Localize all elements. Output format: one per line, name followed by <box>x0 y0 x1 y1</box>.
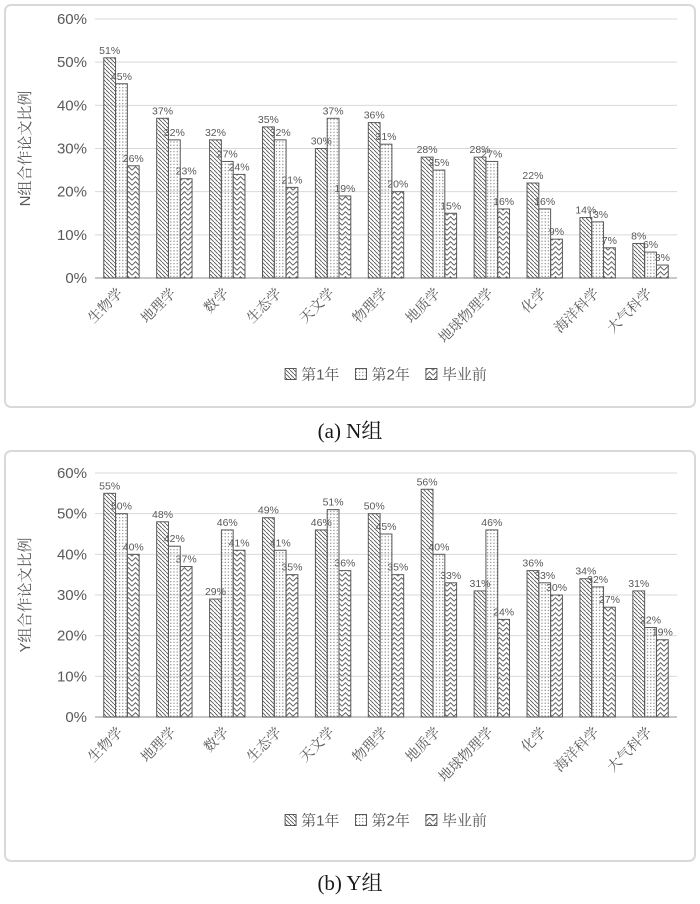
bar-year-2 <box>592 222 604 278</box>
bar-year-1 <box>157 118 169 278</box>
bar-value-label: 33% <box>534 569 556 582</box>
bar-value-label: 15% <box>440 200 462 213</box>
bar-value-label: 25% <box>428 157 450 170</box>
bar-value-label: 34% <box>575 565 597 578</box>
category-label: 地球物理学 <box>435 284 496 346</box>
y-tick-label: 40% <box>56 97 87 115</box>
bar-value-label: 35% <box>387 561 409 574</box>
y-tick-label: 10% <box>56 668 87 686</box>
bar-value-label: 51% <box>99 44 121 57</box>
bar-value-label: 16% <box>493 195 515 208</box>
bar-pre-graduation <box>551 239 563 278</box>
bar-pre-graduation <box>656 265 668 278</box>
bar-year-1 <box>210 599 222 717</box>
figure-page <box>0 4 700 900</box>
legend-label-pre-graduation: 毕业前 <box>441 812 487 830</box>
y-axis-title: N组合作论文比例 <box>17 90 34 207</box>
bar-year-1 <box>368 123 380 278</box>
bar-value-label: 19% <box>334 182 356 195</box>
bar-year-1 <box>157 522 169 717</box>
legend-label-year-1: 第1年 <box>301 812 340 830</box>
bar-year-1 <box>474 591 486 717</box>
y-tick-label: 60% <box>56 465 87 482</box>
bar-value-label: 28% <box>416 144 438 157</box>
bar-value-label: 22% <box>522 170 544 183</box>
bar-pre-graduation <box>180 567 192 717</box>
category-label: 物理学 <box>349 723 391 765</box>
bar-year-1 <box>580 218 592 278</box>
bar-value-label: 31% <box>628 577 650 590</box>
chart-card-y-group <box>4 450 696 862</box>
bar-value-label: 29% <box>204 586 226 599</box>
bar-year-1 <box>315 149 327 279</box>
bar-pre-graduation <box>180 179 192 278</box>
bar-value-label: 6% <box>642 239 659 252</box>
bar-value-label: 37% <box>152 105 174 118</box>
y-tick-label: 40% <box>56 546 87 564</box>
bar-value-label: 56% <box>416 476 438 489</box>
bar-year-2 <box>221 161 233 278</box>
bar-pre-graduation <box>233 174 245 278</box>
bar-pre-graduation <box>339 196 351 278</box>
bar-value-label: 48% <box>152 508 174 521</box>
category-label: 海洋科学 <box>550 284 602 336</box>
bar-year-2 <box>168 546 180 717</box>
category-label: 地质学 <box>402 723 444 765</box>
bar-value-label: 23% <box>175 165 197 178</box>
y-tick-label: 30% <box>56 140 87 158</box>
y-tick-label: 10% <box>56 226 87 244</box>
bar-value-label: 31% <box>469 577 491 590</box>
bar-year-2 <box>592 587 604 717</box>
bar-year-2 <box>168 140 180 278</box>
bar-value-label: 46% <box>216 516 238 529</box>
y-tick-label: 0% <box>65 709 87 726</box>
y-axis-title: Y组合作论文比例 <box>17 537 34 653</box>
y-tick-label: 50% <box>56 505 87 523</box>
category-label: 地理学 <box>137 284 179 326</box>
bar-value-label: 30% <box>546 582 568 594</box>
bar-value-label: 46% <box>481 516 503 529</box>
bar-pre-graduation <box>604 607 616 717</box>
category-label: 地理学 <box>137 723 179 765</box>
bar-value-label: 37% <box>175 553 197 566</box>
bar-pre-graduation <box>498 209 510 278</box>
category-label: 天文学 <box>296 723 338 765</box>
category-label: 地球物理学 <box>435 723 496 785</box>
bar-value-label: 41% <box>269 537 291 550</box>
bar-chart-y-group <box>6 452 694 860</box>
bar-value-label: 33% <box>440 569 462 582</box>
bar-value-label: 46% <box>310 516 332 529</box>
bar-pre-graduation <box>127 166 139 278</box>
category-label: 生物学 <box>84 723 126 765</box>
y-tick-label: 60% <box>56 11 87 28</box>
bar-value-label: 21% <box>281 174 303 187</box>
bar-value-label: 50% <box>363 500 385 513</box>
bar-year-1 <box>580 579 592 717</box>
chart-y-group <box>6 452 694 865</box>
bar-value-label: 7% <box>601 234 618 247</box>
category-label: 化学 <box>517 284 549 316</box>
bar-value-label: 14% <box>575 204 597 217</box>
category-label: 生态学 <box>243 723 285 765</box>
bar-year-2 <box>116 84 128 278</box>
bar-pre-graduation <box>233 550 245 717</box>
category-label: 数学 <box>200 284 232 316</box>
bar-value-label: 40% <box>428 541 450 554</box>
bar-year-1 <box>104 493 116 717</box>
y-tick-label: 20% <box>56 627 87 645</box>
bar-value-label: 32% <box>204 126 226 139</box>
legend-swatch-pre-graduation <box>426 815 437 826</box>
category-labels <box>85 285 655 346</box>
bar-value-label: 32% <box>269 126 291 139</box>
y-tick-label: 30% <box>56 587 87 604</box>
bar-value-label: 28% <box>469 144 491 157</box>
bar-value-label: 51% <box>322 496 344 509</box>
bar-year-1 <box>633 591 645 717</box>
bar-pre-graduation <box>656 640 668 717</box>
bar-year-2 <box>327 510 339 717</box>
bar-pre-graduation <box>445 213 457 278</box>
bar-value-label: 9% <box>548 226 565 239</box>
bar-value-label: 24% <box>493 606 515 619</box>
bar-year-2 <box>274 550 286 717</box>
bar-pre-graduation <box>127 554 139 717</box>
category-label: 地质学 <box>402 284 444 326</box>
bar-value-label: 13% <box>587 208 609 221</box>
category-label: 数学 <box>200 723 232 755</box>
bar-value-label: 27% <box>481 148 503 161</box>
bar-value-label: 37% <box>322 105 344 118</box>
bar-pre-graduation <box>392 575 404 717</box>
legend-label-year-2: 第2年 <box>371 812 410 830</box>
bar-year-2 <box>380 144 392 278</box>
bar-value-label: 19% <box>651 626 673 639</box>
category-label: 生物学 <box>84 284 126 326</box>
bar-pre-graduation <box>604 248 616 278</box>
y-tick-label: 20% <box>56 183 87 201</box>
bar-value-label: 3% <box>654 252 670 265</box>
y-tick-label: 50% <box>56 54 87 72</box>
y-axis-tick-labels <box>57 11 87 287</box>
bar-year-2 <box>539 583 551 717</box>
bar-year-1 <box>315 530 327 717</box>
bar-value-label: 42% <box>163 533 185 546</box>
bar-year-2 <box>486 530 498 717</box>
bar-value-label: 24% <box>228 161 250 174</box>
bar-pre-graduation <box>286 187 298 278</box>
bar-value-label: 36% <box>334 557 356 570</box>
y-tick-label: 0% <box>65 270 87 287</box>
bar-year-1 <box>368 514 380 717</box>
bar-value-label: 32% <box>587 573 609 586</box>
bar-value-label: 16% <box>534 195 556 208</box>
bar-year-2 <box>221 530 233 717</box>
bar-year-1 <box>421 157 433 278</box>
bar-value-label: 36% <box>363 109 385 122</box>
bar-year-1 <box>262 127 274 278</box>
bar-value-label: 22% <box>640 614 662 627</box>
bar-value-label: 27% <box>216 148 238 161</box>
bar-year-2 <box>486 161 498 278</box>
bar-value-label: 26% <box>122 152 144 165</box>
bar-value-label: 30% <box>310 135 332 148</box>
category-label: 大气科学 <box>603 723 655 775</box>
legend-swatch-pre-graduation <box>426 369 437 380</box>
bar-value-label: 50% <box>110 500 132 513</box>
legend <box>285 366 487 384</box>
legend <box>285 812 487 830</box>
category-labels <box>85 724 655 785</box>
legend-label-year-1: 第1年 <box>301 366 340 384</box>
category-label: 生态学 <box>243 284 285 326</box>
bar-year-1 <box>421 489 433 717</box>
bar-value-label: 36% <box>522 557 544 570</box>
chart-n-group <box>6 6 694 411</box>
category-label: 海洋科学 <box>550 723 602 775</box>
y-axis-tick-labels <box>57 465 87 726</box>
legend-swatch-year-2 <box>356 815 367 826</box>
legend-label-year-2: 第2年 <box>371 366 410 384</box>
bar-value-label: 31% <box>375 131 397 144</box>
bar-pre-graduation <box>551 595 563 717</box>
bar-year-1 <box>474 157 486 278</box>
bar-pre-graduation <box>392 192 404 278</box>
caption-n-group: (a) N组 <box>317 419 383 443</box>
bar-value-label: 27% <box>598 594 620 607</box>
caption-y-group: (b) Y组 <box>317 871 383 895</box>
bar-pre-graduation <box>339 571 351 717</box>
bar-year-2 <box>539 209 551 278</box>
bar-pre-graduation <box>445 583 457 717</box>
legend-swatch-year-1 <box>285 369 296 380</box>
category-label: 化学 <box>517 723 549 755</box>
bar-pre-graduation <box>286 575 298 717</box>
bar-pre-graduation <box>498 619 510 717</box>
bar-value-label: 35% <box>257 113 279 126</box>
bar-value-label: 35% <box>281 561 303 574</box>
bar-year-1 <box>104 58 116 278</box>
bar-value-label: 45% <box>110 70 132 83</box>
chart-card-n-group <box>4 4 696 408</box>
bar-value-label: 40% <box>122 541 144 554</box>
category-label: 天文学 <box>296 284 338 326</box>
bar-year-1 <box>527 571 539 717</box>
bar-value-label: 8% <box>631 230 647 243</box>
bar-year-1 <box>210 140 222 278</box>
category-label: 大气科学 <box>603 284 655 336</box>
legend-label-pre-graduation: 毕业前 <box>441 366 487 384</box>
bar-value-label: 32% <box>163 126 185 139</box>
category-label: 物理学 <box>349 284 391 326</box>
bar-year-2 <box>645 628 657 717</box>
bar-value-label: 49% <box>257 504 279 517</box>
bar-value-label: 55% <box>99 480 121 493</box>
legend-swatch-year-1 <box>285 815 296 826</box>
bar-value-label: 20% <box>387 178 409 191</box>
bar-chart-n-group <box>6 6 694 406</box>
bar-year-2 <box>274 140 286 278</box>
bar-value-label: 41% <box>228 537 250 550</box>
bar-year-2 <box>433 170 445 278</box>
bar-value-label: 45% <box>375 521 397 533</box>
legend-swatch-year-2 <box>356 369 367 380</box>
